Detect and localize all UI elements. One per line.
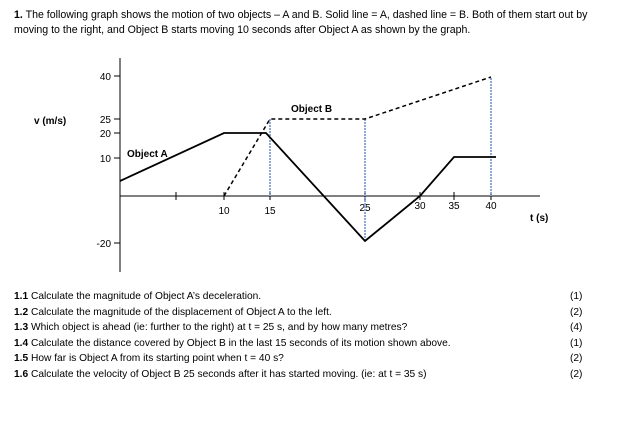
- question-row-number: 1.6: [14, 368, 29, 380]
- x-tick-label-35: 35: [448, 201, 460, 212]
- question-row-marks: (2): [570, 353, 583, 364]
- object-a-line: [120, 133, 496, 241]
- object-b-line: [224, 77, 491, 196]
- question-row: [14, 307, 594, 323]
- question-row-number: 1.3: [14, 322, 29, 333]
- question-number: 1.: [14, 9, 23, 21]
- x-tick-label-40: 40: [485, 201, 497, 212]
- question-row: [14, 338, 594, 354]
- question-row: [14, 291, 594, 307]
- question-row-text: Which object is ahead (ie: further to the right) at t = 25 s, and by how many metres?: [31, 322, 408, 333]
- x-axis-label: t (s): [530, 213, 549, 224]
- question-row-marks: (4): [570, 322, 583, 333]
- question-row: [14, 369, 594, 385]
- x-tick-label-25: 25: [359, 203, 371, 214]
- question-row-text: Calculate the distance covered by Object B in the last 15 seconds of its motion shown above.: [31, 337, 451, 349]
- x-tick-label-30: 30: [414, 201, 426, 212]
- question-text: The following graph shows the motion of two objects – A and B. Solid line = A, dashed line = B. Both of them start out by moving to the right, and Object B starts moving 10 seconds after Object A as shown by the graph.: [14, 9, 588, 36]
- question-row-marks: (2): [570, 306, 583, 318]
- y-axis-label: v (m/s): [34, 116, 67, 127]
- question-row-text: Calculate the magnitude of Object A’s deceleration.: [31, 291, 262, 302]
- question-row-text: How far is Object A from its starting point when t = 40 s?: [31, 353, 284, 364]
- y-tick-label-25: 25: [99, 115, 111, 126]
- y-tick-label-neg20: -20: [96, 239, 111, 250]
- question-row-marks: (1): [570, 291, 583, 302]
- object-b-label: Object B: [291, 104, 333, 115]
- y-tick-label-20: 20: [99, 129, 111, 140]
- question-row: [14, 322, 594, 338]
- question-row: [14, 353, 594, 369]
- question-row-marks: (1): [570, 337, 583, 349]
- question-row-marks: (2): [570, 368, 583, 380]
- question-list: [14, 291, 594, 384]
- object-a-label: Object A: [127, 149, 168, 160]
- question-row-number: 1.4: [14, 337, 29, 349]
- question-row-number: 1.5: [14, 353, 29, 364]
- question-row-text: Calculate the magnitude of the displacement of Object A to the left.: [31, 306, 332, 318]
- question-row-number: 1.2: [14, 306, 29, 318]
- y-tick-label-40: 40: [99, 72, 111, 83]
- y-tick-label-10: 10: [99, 154, 111, 165]
- question-row-number: 1.1: [14, 291, 29, 302]
- x-tick-label-10: 10: [218, 206, 230, 217]
- x-tick-label-15: 15: [264, 206, 276, 217]
- question-row-text: Calculate the velocity of Object B 25 seconds after it has started moving. (ie: at t = 35 s): [31, 368, 427, 380]
